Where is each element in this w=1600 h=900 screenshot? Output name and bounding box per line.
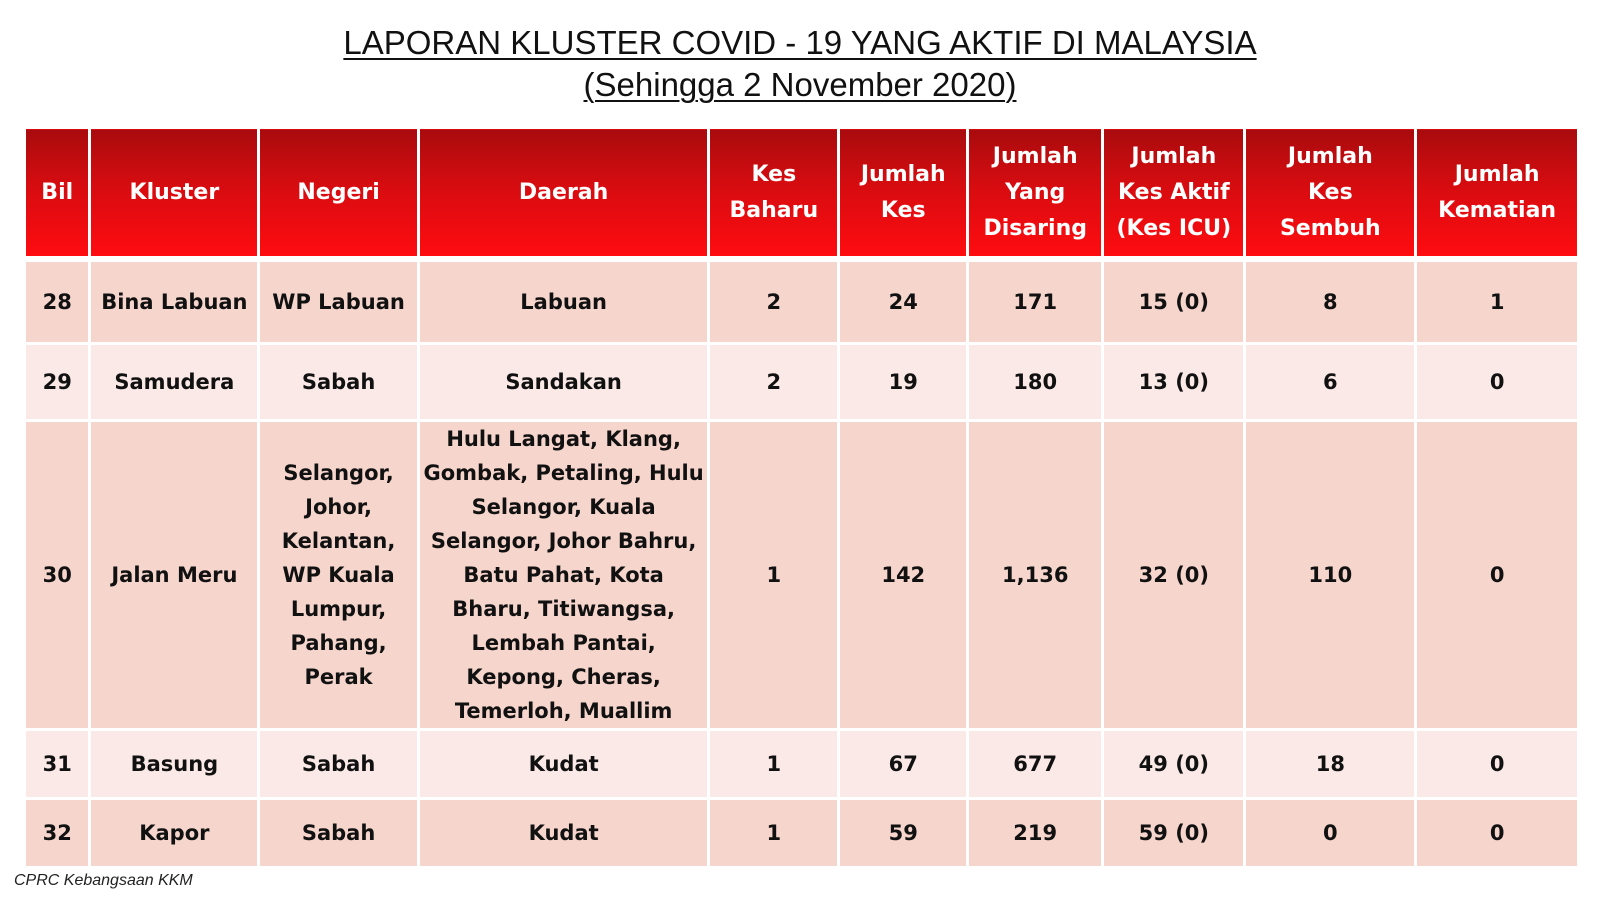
- cell-aktif: 15 (0): [1103, 259, 1245, 344]
- table-row: [25, 344, 1579, 421]
- source-footer: CPRC Kebangsaan KKM: [14, 872, 193, 889]
- cell-jumlah-kes: 67: [839, 730, 968, 799]
- report-title: [0, 22, 1600, 106]
- cell-aktif: 59 (0): [1103, 799, 1245, 868]
- cell-negeri: Selangor, Johor, Kelantan, WP Kuala Lumpur, Pahang, Perak: [259, 421, 419, 730]
- cell-jumlah-kes: 24: [839, 259, 968, 344]
- header-kluster: Kluster: [90, 128, 259, 260]
- cell-kluster: Jalan Meru: [90, 421, 259, 730]
- table-row: [25, 421, 1579, 730]
- header-jumlah-disaring: Jumlah Yang Disaring: [968, 128, 1103, 260]
- cell-aktif: 32 (0): [1103, 421, 1245, 730]
- cell-daerah: Labuan: [418, 259, 709, 344]
- cell-negeri: Sabah: [259, 344, 419, 421]
- cell-bil: 31: [25, 730, 90, 799]
- cell-kes-baharu: 1: [709, 799, 839, 868]
- cell-kluster: Bina Labuan: [90, 259, 259, 344]
- cell-kematian: 0: [1416, 344, 1579, 421]
- header-daerah: Daerah: [418, 128, 709, 260]
- cell-disaring: 219: [968, 799, 1103, 868]
- cell-kematian: 0: [1416, 730, 1579, 799]
- cell-bil: 30: [25, 421, 90, 730]
- cell-bil: 28: [25, 259, 90, 344]
- cell-bil: 29: [25, 344, 90, 421]
- cell-daerah: Sandakan: [418, 344, 709, 421]
- title-line-2: (Sehingga 2 November 2020): [583, 66, 1017, 103]
- cell-kematian: 1: [1416, 259, 1579, 344]
- header-kes-sembuh: Jumlah Kes Sembuh: [1245, 128, 1416, 260]
- cell-kes-baharu: 2: [709, 344, 839, 421]
- header-row: [25, 128, 1579, 260]
- cell-aktif: 49 (0): [1103, 730, 1245, 799]
- cell-sembuh: 18: [1245, 730, 1416, 799]
- cell-bil: 32: [25, 799, 90, 868]
- header-kes-aktif: Jumlah Kes Aktif (Kes ICU): [1103, 128, 1245, 260]
- cell-kluster: Kapor: [90, 799, 259, 868]
- table-row: [25, 730, 1579, 799]
- cell-jumlah-kes: 19: [839, 344, 968, 421]
- cell-kluster: Samudera: [90, 344, 259, 421]
- table-row: [25, 799, 1579, 868]
- header-bil: Bil: [25, 128, 90, 260]
- cell-jumlah-kes: 59: [839, 799, 968, 868]
- cell-negeri: WP Labuan: [259, 259, 419, 344]
- cell-aktif: 13 (0): [1103, 344, 1245, 421]
- cell-disaring: 180: [968, 344, 1103, 421]
- header-negeri: Negeri: [259, 128, 419, 260]
- table-row: [25, 259, 1579, 344]
- cell-negeri: Sabah: [259, 799, 419, 868]
- cell-daerah: Hulu Langat, Klang, Gombak, Petaling, Hulu Selangor, Kuala Selangor, Johor Bahru, Batu Pahat, Kota Bharu, Titiwangsa, Lembah Pantai, Kepong, Cheras, Temerloh, Muallim: [418, 421, 709, 730]
- cell-kes-baharu: 2: [709, 259, 839, 344]
- header-jumlah-kes: Jumlah Kes: [839, 128, 968, 260]
- cell-jumlah-kes: 142: [839, 421, 968, 730]
- cell-daerah: Kudat: [418, 799, 709, 868]
- cell-kes-baharu: 1: [709, 421, 839, 730]
- cell-negeri: Sabah: [259, 730, 419, 799]
- cell-kematian: 0: [1416, 421, 1579, 730]
- cell-kluster: Basung: [90, 730, 259, 799]
- cell-disaring: 171: [968, 259, 1103, 344]
- cell-kes-baharu: 1: [709, 730, 839, 799]
- cell-disaring: 677: [968, 730, 1103, 799]
- cell-disaring: 1,136: [968, 421, 1103, 730]
- cell-daerah: Kudat: [418, 730, 709, 799]
- cell-sembuh: 0: [1245, 799, 1416, 868]
- title-line-1: LAPORAN KLUSTER COVID - 19 YANG AKTIF DI MALAYSIA: [343, 24, 1257, 61]
- cell-sembuh: 6: [1245, 344, 1416, 421]
- header-kes-baharu: Kes Baharu: [709, 128, 839, 260]
- header-kematian: Jumlah Kematian: [1416, 128, 1579, 260]
- cell-kematian: 0: [1416, 799, 1579, 868]
- cell-sembuh: 110: [1245, 421, 1416, 730]
- cluster-table: [23, 126, 1580, 869]
- cell-sembuh: 8: [1245, 259, 1416, 344]
